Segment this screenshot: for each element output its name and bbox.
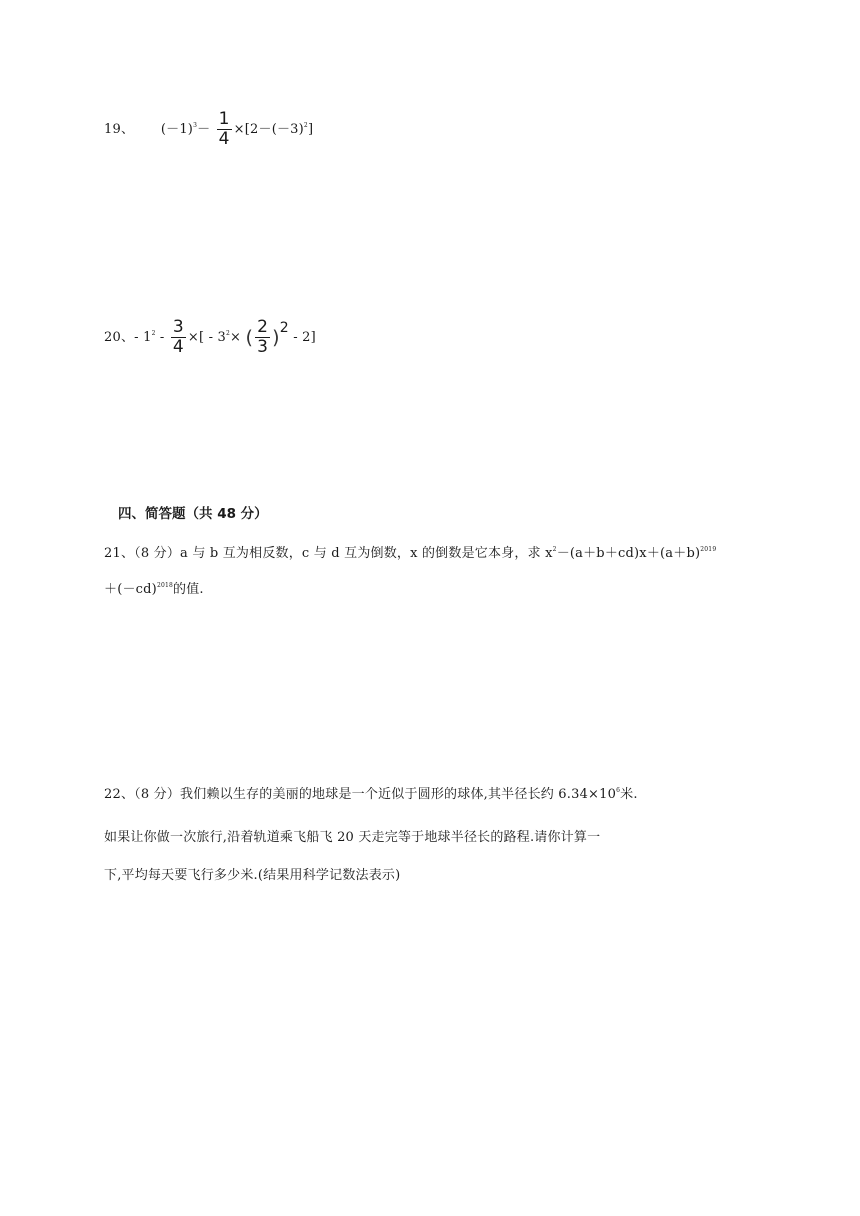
fraction-numerator: 1 (218, 109, 230, 129)
question-text: －(a＋b＋cd)x＋(a＋b) (556, 546, 701, 561)
power: 2 (279, 320, 289, 336)
question-text: ＋(－cd) (104, 582, 157, 597)
expr-part: ] (307, 122, 314, 137)
expr-part: (－1) (160, 122, 194, 137)
expr-part: - 1 (134, 330, 152, 345)
exponent: 2 (303, 122, 308, 129)
fraction-denominator: 4 (218, 129, 230, 149)
exponent: 2018 (156, 582, 174, 589)
expr-part: ×[ - 3 (187, 330, 226, 345)
question-22-line-2: 如果让你做一次旅行,沿着轨道乘飞船飞 20 天走完等于地球半径长的路程.请你计算一 (104, 830, 601, 845)
question-number: 19、 (104, 122, 135, 137)
question-19 (104, 106, 314, 149)
exponent: 2 (552, 546, 557, 553)
question-21-line-2 (104, 578, 204, 597)
fraction-numerator: 3 (172, 317, 184, 337)
fraction (171, 319, 186, 356)
exponent: 3 (193, 122, 198, 129)
fraction (255, 319, 270, 356)
question-20 (104, 308, 316, 357)
fraction-denominator: 4 (172, 337, 184, 357)
paren-open: ( (245, 326, 254, 349)
question-22-line-3: 下,平均每天要飞行多少米.(结果用科学记数法表示) (104, 868, 401, 883)
question-21-line-1 (104, 542, 716, 561)
question-number: 20、 (104, 330, 135, 345)
question-text: 22、（8 分）我们赖以生存的美丽的地球是一个近似于圆形的球体,其半径长约 6.34×10 (104, 787, 617, 802)
section-title: 四、简答题（共 48 分） (118, 506, 268, 522)
expr-part: ×[2－(－3) (233, 122, 304, 137)
question-text: 米. (620, 787, 638, 802)
expr-part: - (155, 330, 165, 345)
expr-part: - 2] (288, 330, 316, 345)
question-22-line-1 (104, 783, 638, 802)
question-text: 的值. (173, 582, 204, 597)
fraction-numerator: 2 (257, 317, 269, 337)
exponent: 2 (226, 330, 231, 337)
expr-part: － (197, 122, 211, 137)
fraction (217, 111, 232, 148)
paren-close: ) (272, 326, 280, 349)
exponent: 2 (151, 330, 156, 337)
expr-part: × (230, 330, 242, 345)
question-text: 21、（8 分）a 与 b 互为相反数，c 与 d 互为倒数，x 的倒数是它本身，求 x (104, 546, 553, 561)
fraction-denominator: 3 (257, 337, 269, 357)
exponent: 6 (616, 787, 621, 794)
exponent: 2019 (700, 546, 717, 553)
